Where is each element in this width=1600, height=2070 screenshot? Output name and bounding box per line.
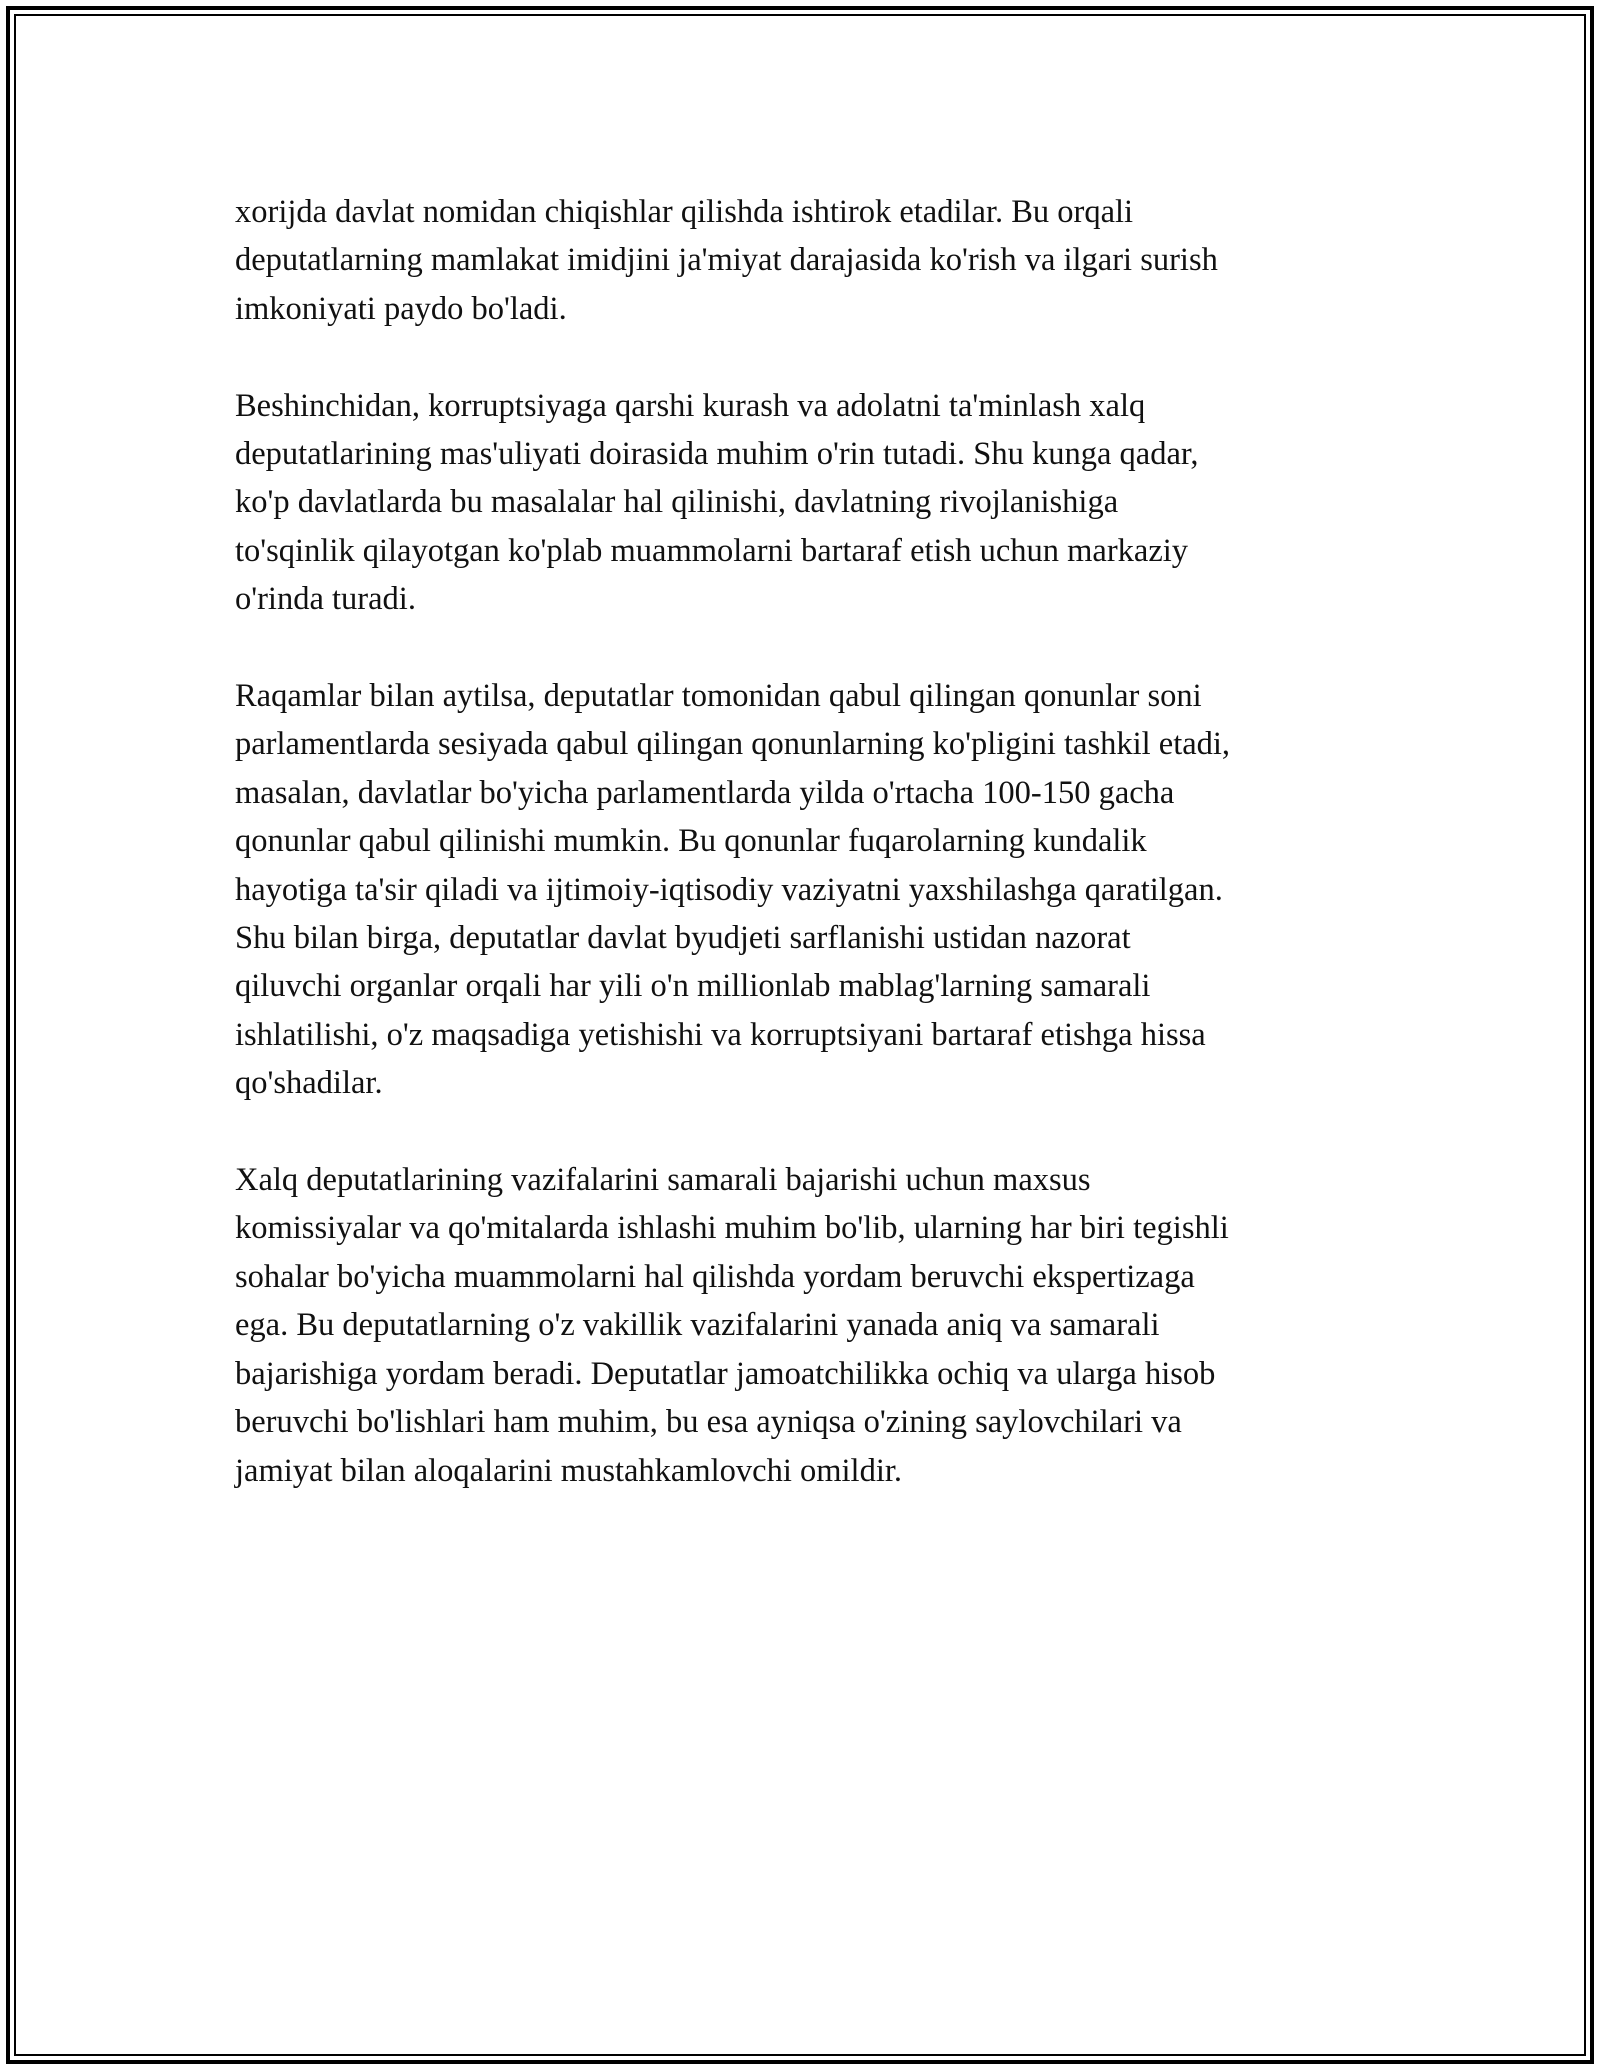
paragraph-3: Raqamlar bilan aytilsa, deputatlar tomonidan qabul qilingan qonunlar soni parlamentlarda sesiyada qabul qilingan qonunlarning ko'pligini tashkil etadi, masalan, davlatlar bo'yicha parlamentlarda yilda o'rtacha 100-150 gacha qonunlar qabul qilinishi mumkin. Bu qonunlar fuqarolarning kundalik hayotiga ta'sir qiladi va ijtimoiy-iqtisodiy vaziyatni yaxshilashga qaratilgan. Shu bilan birga, deputatlar davlat byudjeti sarflanishi ustidan nazorat qiluvchi organlar orqali har yili o'n millionlab mablag'larning samarali ishlatilishi, o'z maqsadiga yetishishi va korruptsiyani bartaraf etishga hissa qo'shadilar. — [235, 678, 1231, 1102]
paragraph-2: Beshinchidan, korruptsiyaga qarshi kurash va adolatni ta'minlash xalq deputatlarining mas'uliyati doirasida muhim o'rin tutadi. Shu kunga qadar, ko'p davlatlarda bu masalalar hal qilinishi, davlatning rivojlanishiga to'sqinlik qilayotgan ko'plab muammolarni bartaraf etish uchun markaziy o'rinda turadi. — [235, 387, 1199, 618]
paragraph-4: Xalq deputatlarining vazifalarini samarali bajarishi uchun maxsus komissiyalar va qo'mitalarda ishlashi muhim bo'lib, ularning har biri tegishli sohalar bo'yicha muammolarni hal qilishda yordam beruvchi ekspertizaga ega. Bu deputatlarning o'z vakillik vazifalarini yanada aniq va samarali bajarishiga yordam beradi. Deputatlar jamoatchilikka ochiq va ularga hisob beruvchi bo'lishlari ham muhim, bu esa ayniqsa o'zining saylovchilari va jamiyat bilan aloqalarini mustahkamlovchi omildir. — [235, 1162, 1229, 1489]
document-body — [235, 188, 1375, 1543]
paragraph-1: xorijda davlat nomidan chiqishlar qilishda ishtirok etadilar. Bu orqali deputatlarning mamlakat imidjini ja'miyat darajasida ko'rish va ilgari surish imkoniyati paydo bo'ladi. — [235, 194, 1218, 327]
